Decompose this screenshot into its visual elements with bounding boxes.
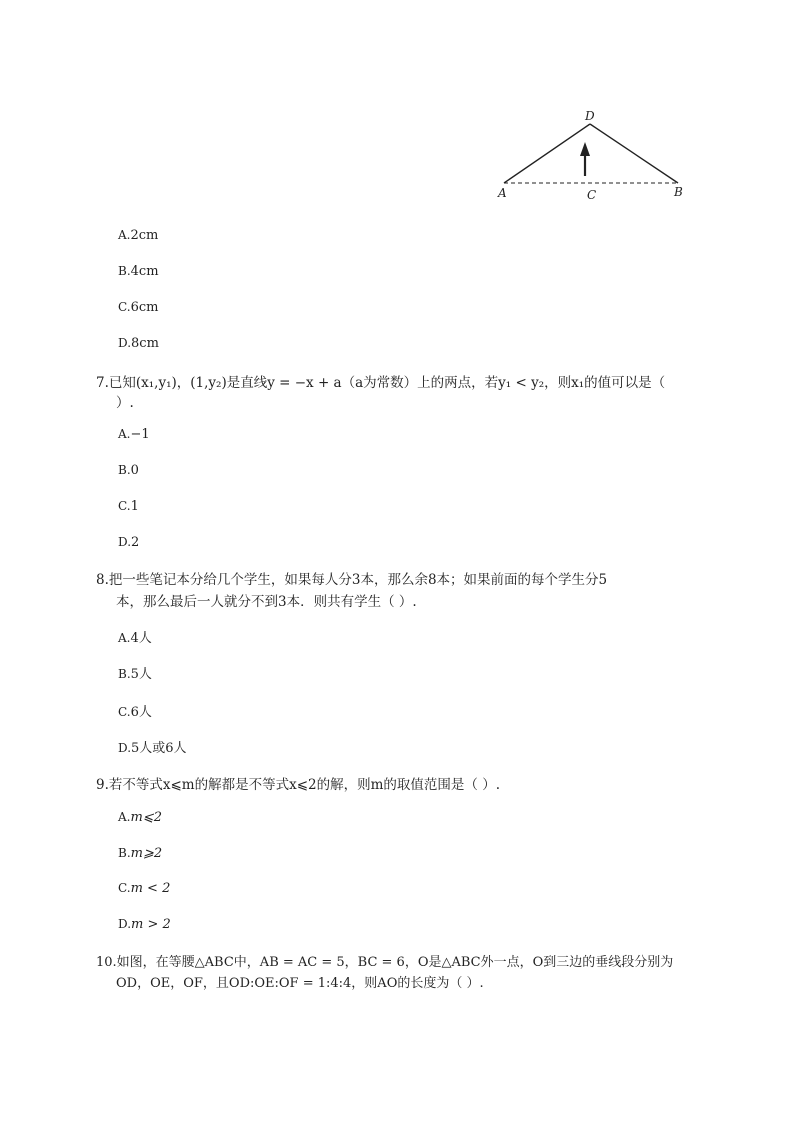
option-letter: D. <box>118 917 132 931</box>
q6-option-a[interactable] <box>118 228 158 243</box>
q6-option-b[interactable] <box>118 264 159 279</box>
q8-option-c[interactable] <box>118 701 152 720</box>
option-text: m⩽2 <box>130 810 162 825</box>
side-ad <box>504 124 590 183</box>
label-d: D <box>585 109 595 123</box>
label-c: C <box>587 188 597 202</box>
q6-option-d[interactable] <box>118 336 159 351</box>
q9-option-a[interactable] <box>118 810 162 825</box>
option-letter: A. <box>118 631 131 645</box>
q7-option-d[interactable] <box>118 535 139 550</box>
q7-option-a[interactable] <box>118 427 150 442</box>
option-text: 0 <box>130 463 139 478</box>
q7-stem-line2: ）. <box>116 395 134 411</box>
option-text: 8cm <box>131 336 159 351</box>
q8-stem-line1: 8.把一些笔记本分给几个学生，如果每人分3本，那么余8本；如果前面的每个学生分5 <box>96 572 608 588</box>
option-text: 2cm <box>130 228 159 243</box>
q6-option-c[interactable] <box>118 300 158 315</box>
arrow-head <box>580 142 590 156</box>
q7-option-b[interactable] <box>118 463 139 478</box>
q9-option-d[interactable] <box>118 917 171 932</box>
option-text: 5人 <box>130 667 152 682</box>
q9-option-c[interactable] <box>118 881 170 896</box>
option-text: −1 <box>130 427 150 442</box>
option-letter: D. <box>118 741 132 755</box>
option-text: 6cm <box>130 300 159 315</box>
option-text: 5人或6人 <box>131 741 187 756</box>
q7-stem-line1: 7.已知(x₁,y₁)，(1,y₂)是直线y = −x + a（a为常数）上的两点，若y₁ < y₂，则x₁的值可以是（ <box>96 375 666 391</box>
option-text: 1 <box>130 499 139 514</box>
option-letter: A. <box>118 228 131 242</box>
option-letter: C. <box>118 881 131 895</box>
option-letter: D. <box>118 336 132 350</box>
side-db <box>590 124 678 183</box>
q9-stem-line1: 9.若不等式x⩽m的解都是不等式x⩽2的解，则m的取值范围是（ ）. <box>96 777 501 793</box>
option-letter: C. <box>118 705 131 719</box>
option-letter: B. <box>118 846 131 860</box>
option-text: 4人 <box>130 631 152 646</box>
q10-stem-line1: 10.如图，在等腰△ABC中，AB = AC = 5，BC = 6，O是△ABC外一点，O到三边的垂线段分别为 <box>96 955 674 970</box>
q8-option-d[interactable] <box>118 737 187 756</box>
option-text: 4cm <box>130 264 159 279</box>
q8-option-a[interactable] <box>118 627 152 646</box>
option-letter: C. <box>118 499 131 513</box>
option-letter: D. <box>118 535 132 549</box>
option-letter: B. <box>118 264 131 278</box>
q7-option-c[interactable] <box>118 499 139 514</box>
label-a: A <box>498 186 507 200</box>
q8-stem-line2: 本，那么最后一人就分不到3本．则共有学生（ ）. <box>116 594 417 610</box>
option-text: m > 2 <box>131 917 171 932</box>
option-text: m⩾2 <box>130 846 163 861</box>
option-text: 6人 <box>130 705 152 720</box>
option-letter: C. <box>118 300 131 314</box>
option-letter: A. <box>118 810 131 824</box>
q8-option-b[interactable] <box>118 663 152 682</box>
option-letter: B. <box>118 667 131 681</box>
option-text: 2 <box>131 535 140 550</box>
q9-option-b[interactable] <box>118 846 162 861</box>
triangle-diagram <box>494 106 698 206</box>
label-b: B <box>674 185 683 199</box>
option-letter: A. <box>118 427 131 441</box>
option-text: m < 2 <box>130 881 171 896</box>
q10-stem-line2: OD，OE，OF，且OD:OE:OF = 1:4:4，则AO的长度为（ ）. <box>116 976 484 991</box>
option-letter: B. <box>118 463 131 477</box>
